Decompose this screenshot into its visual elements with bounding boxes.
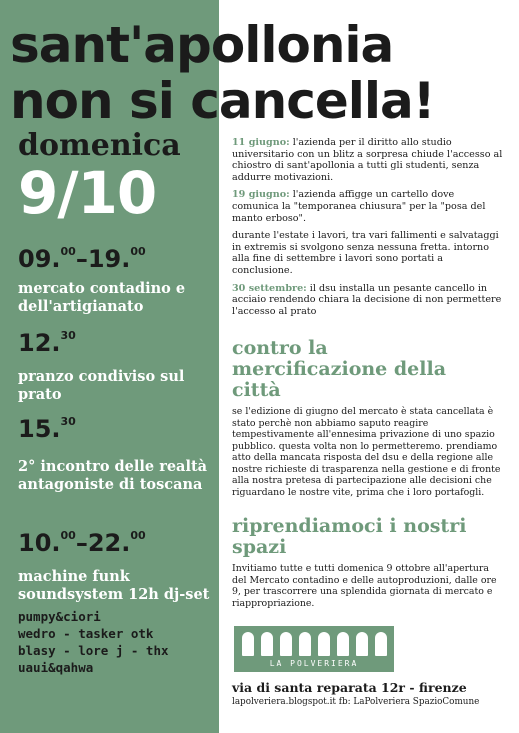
timeline-text: l'azienda per il diritto allo studio universitario con un blitz a sorpresa chiude l'accesso al chiostro di sant'apollonia a tutti gli studenti, senza addurre motivazioni. [232,137,503,183]
timeline-entry [232,230,504,276]
logo-arch-icon [337,632,349,656]
headline-line-2: non si cancella! [10,72,435,130]
logo-arch-icon [318,632,330,656]
contacts: lapolveriera.blogspot.it fb: LaPolveriera SpazioComune [232,697,480,707]
schedule-time-1: 09.00–19.00 [18,245,146,273]
headline-line-1: sant'apollonia [10,16,394,74]
logo-text: LA POLVERIERA [269,659,359,668]
schedule-label-1: mercato contadino e dell'artigianato [18,280,186,315]
section-body-riprendiamoci: Invitiamo tutte e tutti domenica 9 ottobre all'apertura del Mercato contadino e delle autoproduzioni, dalle ore 9, per trascorrere una splendida giornata di mercato e riappropriazione. [232,563,497,609]
schedule-label-4: machine funk soundsystem 12h dj-set [18,568,210,603]
timeline-entry [232,283,504,318]
section-title-contro: contro la mercificazione della città [232,337,447,401]
timeline-text: l'azienda affigge un cartello dove comunica la "temporanea chiusura" per la "posa del manto erboso". [232,189,486,224]
logo-arch-icon [375,632,387,656]
schedule-label-2: pranzo condiviso sul prato [18,368,185,403]
section-body-contro: se l'edizione di giugno del mercato è stata cancellata è stato perchè non abbiamo saputo reagire tempestivamente all'ennesima privazione di uno spazio pubblico. questa volta non lo permetteremo. prendiamo atto della mancata risposta del dsu e della regione alle nostre richieste di trasparenza nella gestione e di fronte alla nostra pretesa di partecipazione alle decisioni che riguardano le nostre vite, prima che i loro portafogli. [232,406,501,498]
logo-arch-icon [299,632,311,656]
event-day: domenica [18,128,181,163]
schedule-time-3: 15.30 [18,415,76,443]
section-title-riprendiamoci: riprendiamoci i nostri spazi [232,515,467,558]
logo-arch-icon [261,632,273,656]
timeline [232,137,504,323]
logo-arch-icon [356,632,368,656]
event-date: 9/10 [18,159,157,227]
timeline-date: 19 giugno: [232,189,290,201]
schedule-time-2: 12.30 [18,329,76,357]
timeline-entry [232,189,504,224]
dj-lineup: pumpy&ciori wedro - tasker otk blasy - lore j - thx uaui&qahwa [18,609,169,675]
address: via di santa reparata 12r - firenze [232,680,467,695]
schedule-time-4: 10.00–22.00 [18,529,146,557]
logo-arch-icon [242,632,254,656]
timeline-date: 30 settembre: [232,282,307,294]
logo-arch-icon [280,632,292,656]
timeline-date: 11 giugno: [232,137,290,148]
timeline-text: durante l'estate i lavori, tra vari fallimenti e salvataggi in extremis si svolgono senza nessuna fretta. intorno alla fine di settembre i lavori sono portati a conclusione. [232,230,499,276]
schedule-label-3: 2° incontro delle realtà antagoniste di toscana [18,458,208,493]
timeline-entry [232,137,504,183]
timeline-text: il dsu installa un pesante cancello in acciaio rendendo chiara la decisione di non permettere l'accesso al prato [232,282,502,317]
polveriera-logo [234,626,394,672]
